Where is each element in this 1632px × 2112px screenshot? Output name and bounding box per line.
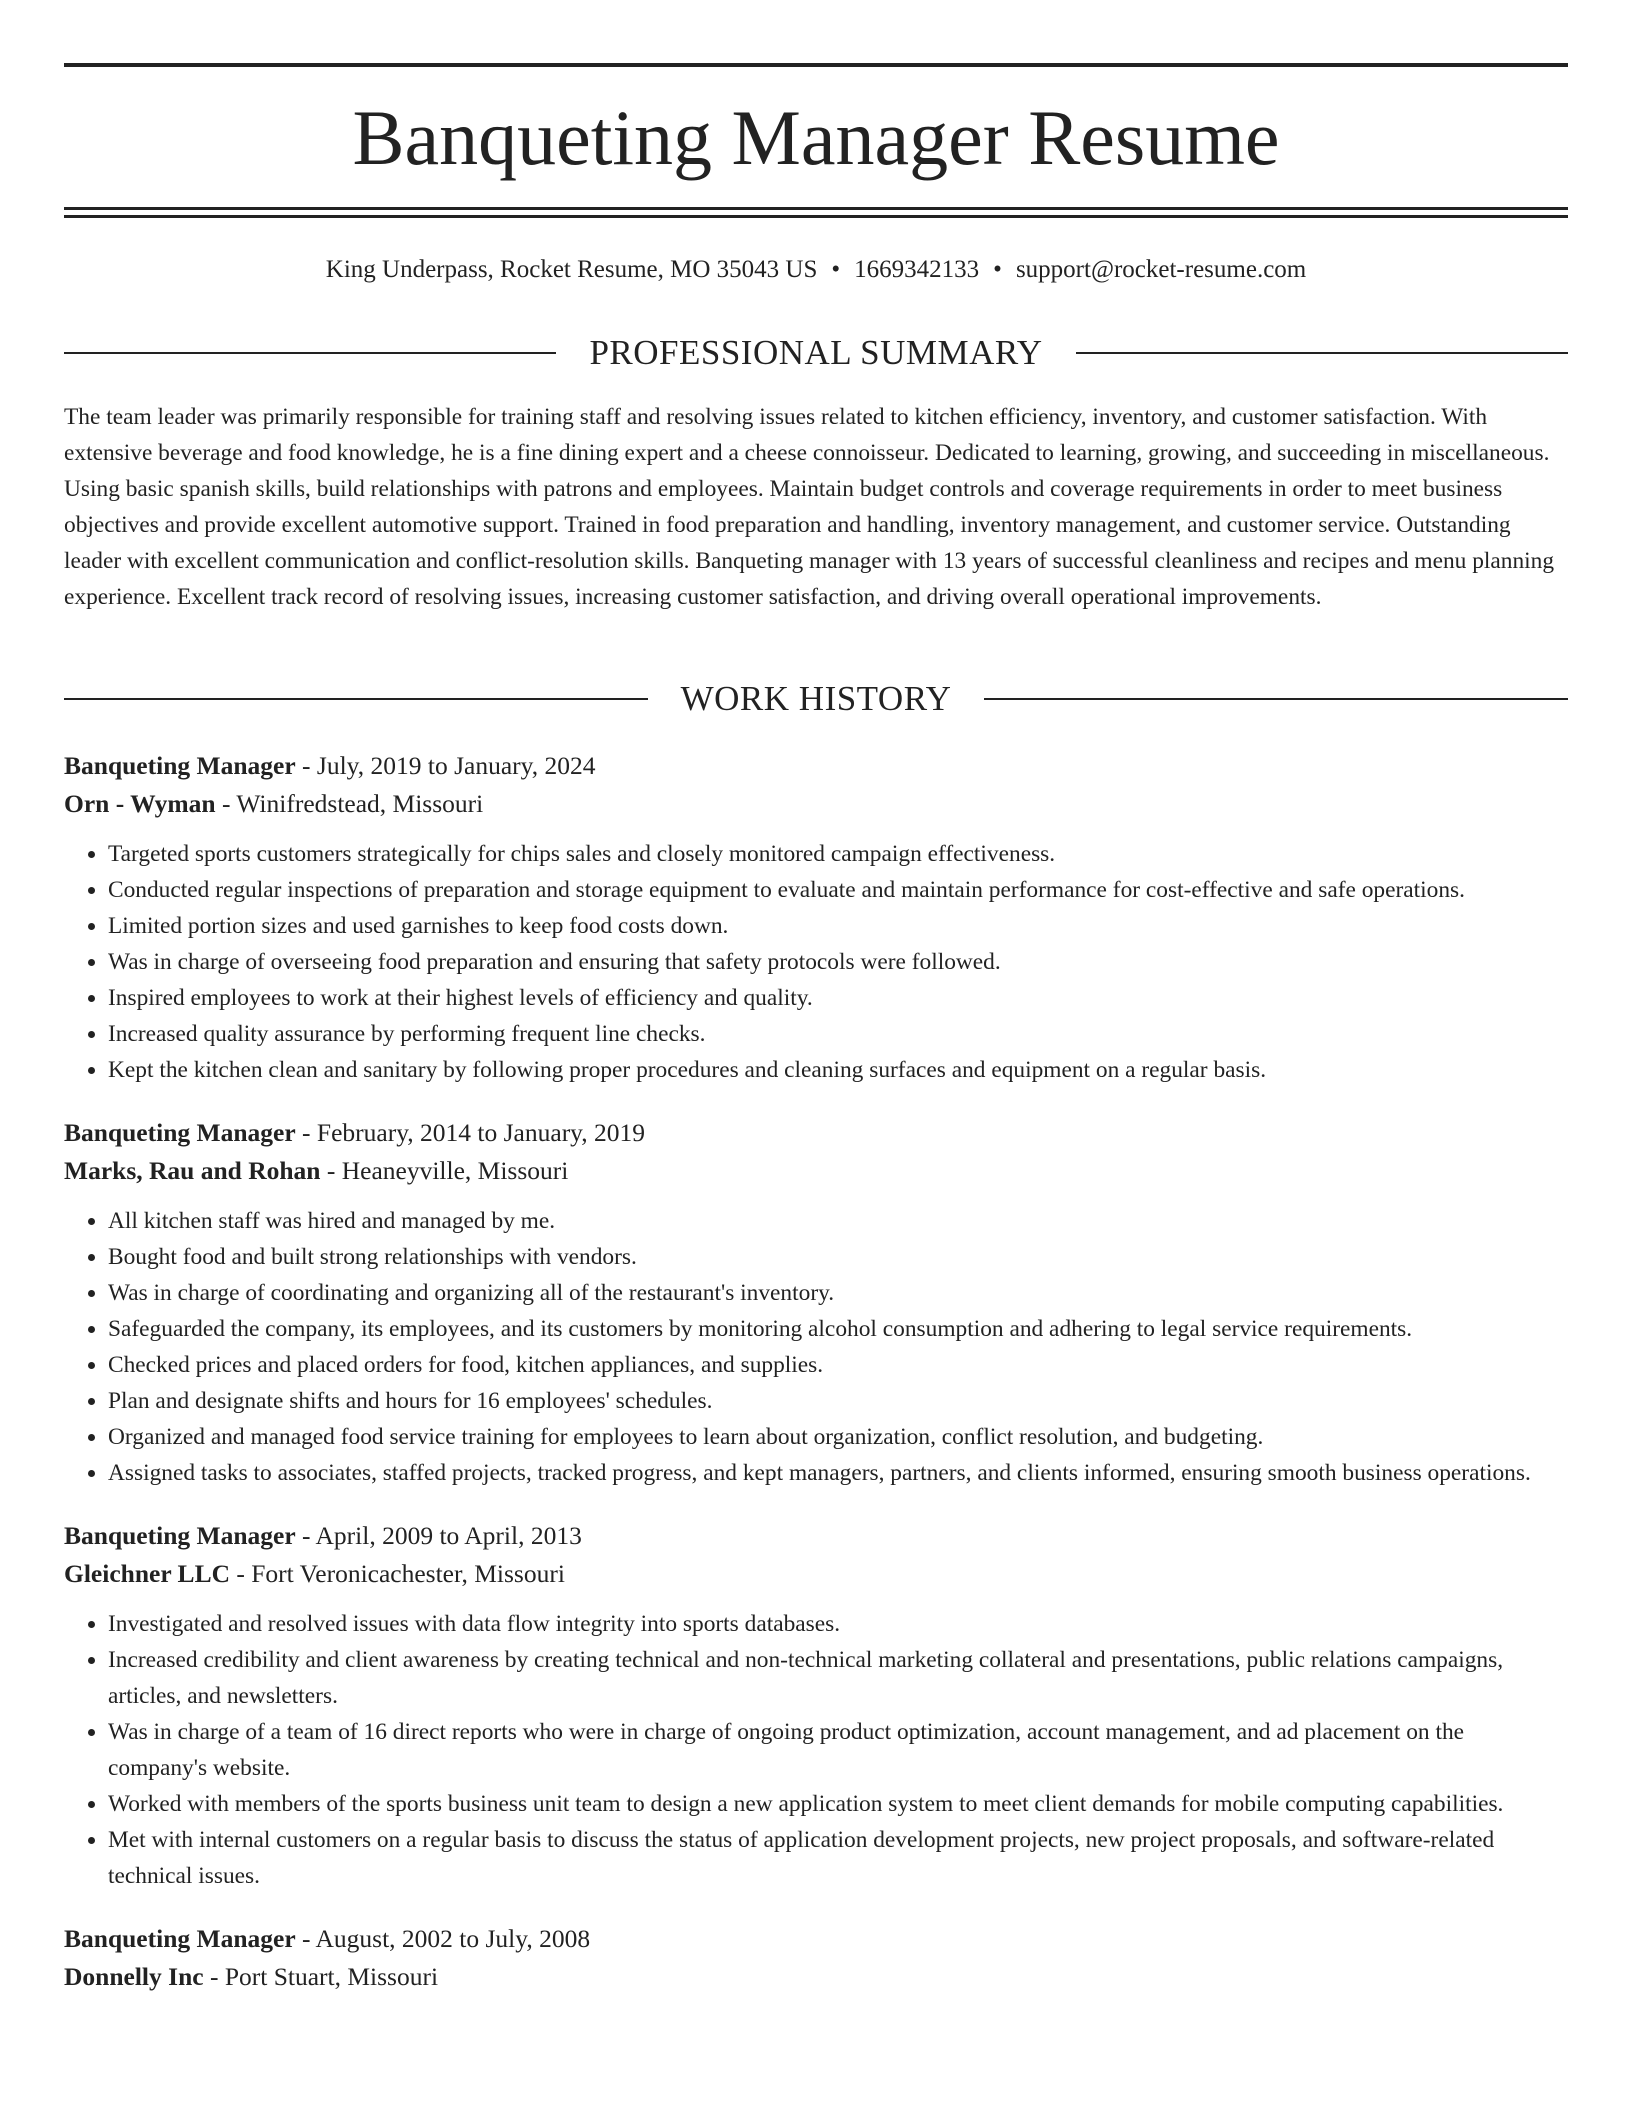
job-title: Banqueting Manager xyxy=(64,751,296,780)
contact-separator: • xyxy=(993,256,1002,283)
job-entry xyxy=(64,1517,1568,1894)
job-bullet-list xyxy=(64,1203,1568,1491)
job-bullet: • Targeted sports customers strategically for chips sales and closely monitored campaign effectiveness. xyxy=(108,836,1568,872)
header-top-rule xyxy=(64,63,1568,67)
job-company: Donnelly Inc xyxy=(64,1962,204,1991)
job-title-line xyxy=(64,1517,1568,1555)
section-heading-label: WORK HISTORY xyxy=(680,679,952,718)
job-bullet: • Limited portion sizes and used garnishes to keep food costs down. xyxy=(108,908,1568,944)
job-company-line xyxy=(64,785,1568,823)
job-entry xyxy=(64,1920,1568,1996)
job-bullet: • Safeguarded the company, its employees, and its customers by monitoring alcohol consumption and adhering to legal service requirements. xyxy=(108,1311,1568,1347)
job-location: - Heaneyville, Missouri xyxy=(320,1156,569,1185)
job-bullet: • Plan and designate shifts and hours for 16 employees' schedules. xyxy=(108,1383,1568,1419)
job-bullet: • Assigned tasks to associates, staffed projects, tracked progress, and kept managers, partners, and clients informed, ensuring smooth business operations. xyxy=(108,1455,1568,1491)
job-bullet: • Conducted regular inspections of preparation and storage equipment to evaluate and maintain performance for cost-effective and safe operations. xyxy=(108,872,1568,908)
job-dates: - April, 2009 to April, 2013 xyxy=(295,1521,582,1550)
summary-paragraph: The team leader was primarily responsible for training staff and resolving issues related to kitchen efficiency, inventory, and customer satisfaction. With extensive beverage and food knowledge, he is a fine dining expert and a cheese connoisseur. Dedicated to learning, growing, and succeeding in miscellaneous. Using basic spanish skills, build relationships with patrons and employees. Maintain budget controls and coverage requirements in order to meet business objectives and provide excellent automotive support. Trained in food preparation and handling, inventory management, and customer service. Outstanding leader with excellent communication and conflict-resolution skills. Banqueting manager with 13 years of successful cleanliness and recipes and menu planning experience. Excellent track record of resolving issues, increasing customer satisfaction, and driving overall operational improvements. xyxy=(64,404,1555,610)
job-company: Marks, Rau and Rohan xyxy=(64,1156,321,1185)
job-entry xyxy=(64,1114,1568,1491)
job-bullet: • Inspired employees to work at their highest levels of efficiency and quality. xyxy=(108,980,1568,1016)
job-title-line xyxy=(64,1920,1568,1958)
work-history-list xyxy=(64,747,1568,2022)
job-location: - Port Stuart, Missouri xyxy=(203,1962,439,1991)
job-bullet: • Organized and managed food service training for employees to learn about organization, conflict resolution, and budgeting. xyxy=(108,1419,1568,1455)
job-dates: - August, 2002 to July, 2008 xyxy=(295,1924,591,1953)
job-entry xyxy=(64,747,1568,1088)
job-title: Banqueting Manager xyxy=(64,1924,296,1953)
job-bullet: • Investigated and resolved issues with data flow integrity into sports databases. xyxy=(108,1606,1568,1642)
contact-line xyxy=(64,253,1568,287)
section-rule-right xyxy=(984,698,1568,700)
job-location: - Winifredstead, Missouri xyxy=(215,789,484,818)
job-title-line xyxy=(64,1114,1568,1152)
job-title: Banqueting Manager xyxy=(64,1521,296,1550)
job-bullet: • Worked with members of the sports business unit team to design a new application system to meet client demands for mobile computing capabilities. xyxy=(108,1786,1568,1822)
section-rule-right xyxy=(1076,352,1568,354)
header-bottom-rule-upper xyxy=(64,207,1568,210)
job-bullet: • Checked prices and placed orders for food, kitchen appliances, and supplies. xyxy=(108,1347,1568,1383)
job-company: Gleichner LLC xyxy=(64,1559,230,1588)
section-rule-left xyxy=(64,352,556,354)
contact-address: King Underpass, Rocket Resume, MO 35043 US xyxy=(325,256,818,283)
job-bullet: • Was in charge of coordinating and organizing all of the restaurant's inventory. xyxy=(108,1275,1568,1311)
header-bottom-rule-lower xyxy=(64,215,1568,218)
job-bullet: • All kitchen staff was hired and managed by me. xyxy=(108,1203,1568,1239)
section-rule-left xyxy=(64,698,648,700)
job-company-line xyxy=(64,1152,1568,1190)
job-bullet: • Kept the kitchen clean and sanitary by following proper procedures and cleaning surfaces and equipment on a regular basis. xyxy=(108,1052,1568,1088)
contact-phone: 1669342133 xyxy=(854,256,980,283)
job-bullet: • Was in charge of overseeing food preparation and ensuring that safety protocols were followed. xyxy=(108,944,1568,980)
job-location: - Fort Veronicachester, Missouri xyxy=(230,1559,565,1588)
job-title-line xyxy=(64,747,1568,785)
section-heading-work-history xyxy=(64,677,1568,721)
section-heading-label: PROFESSIONAL SUMMARY xyxy=(589,333,1043,372)
job-bullet: • Increased quality assurance by performing frequent line checks. xyxy=(108,1016,1568,1052)
job-company-line xyxy=(64,1958,1568,1996)
job-bullet: • Was in charge of a team of 16 direct reports who were in charge of ongoing product optimization, account management, and ad placement on the company's website. xyxy=(108,1714,1568,1786)
job-bullet-list xyxy=(64,1606,1568,1894)
contact-email: support@rocket-resume.com xyxy=(1015,256,1307,283)
job-title: Banqueting Manager xyxy=(64,1118,296,1147)
job-bullet: • Met with internal customers on a regular basis to discuss the status of application development projects, new project proposals, and software-related technical issues. xyxy=(108,1822,1568,1894)
job-dates: - July, 2019 to January, 2024 xyxy=(295,751,596,780)
job-bullet: • Increased credibility and client awareness by creating technical and non-technical marketing collateral and presentations, public relations campaigns, articles, and newsletters. xyxy=(108,1642,1568,1714)
resume-title: Banqueting Manager Resume xyxy=(352,94,1280,181)
job-bullet-list xyxy=(64,836,1568,1088)
contact-separator: • xyxy=(831,256,841,283)
job-company-line xyxy=(64,1555,1568,1593)
section-heading-summary xyxy=(64,331,1568,375)
job-dates: - February, 2014 to January, 2019 xyxy=(295,1118,646,1147)
job-bullet: • Bought food and built strong relationships with vendors. xyxy=(108,1239,1568,1275)
job-company: Orn - Wyman xyxy=(64,789,216,818)
